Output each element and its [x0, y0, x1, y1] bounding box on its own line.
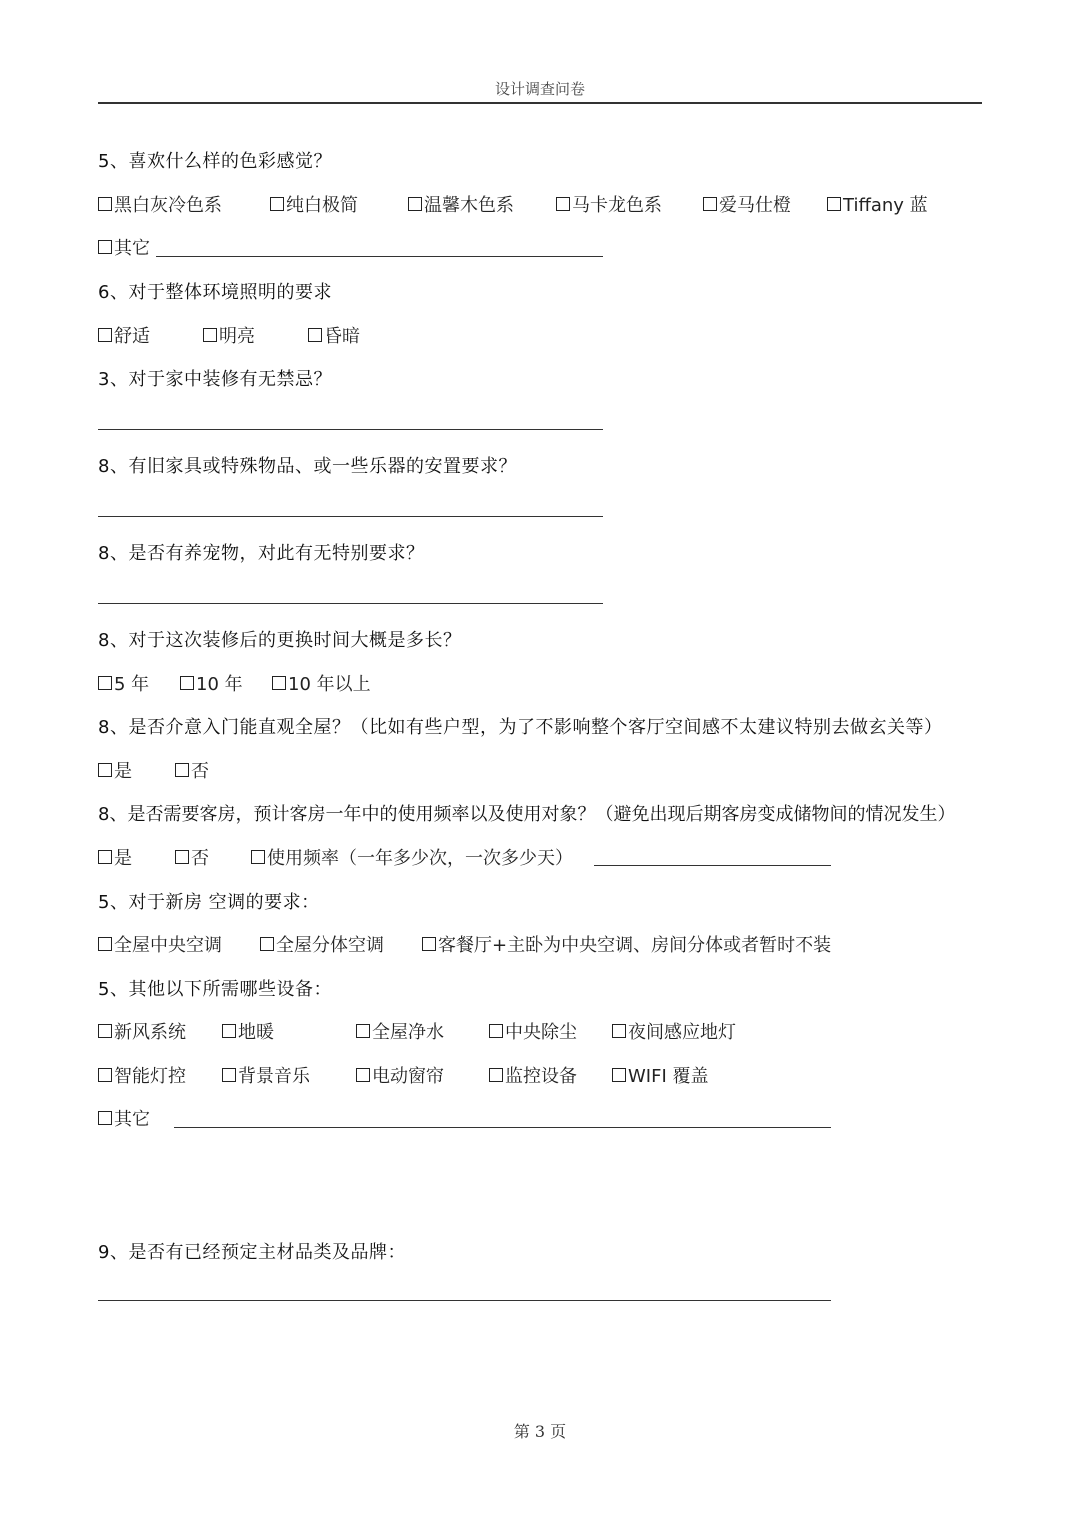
question-pets: 8、是否有养宠物，对此有无特别要求？ — [98, 543, 425, 564]
checkbox-icon[interactable] — [222, 1068, 236, 1082]
option-checkbox[interactable] — [98, 234, 150, 260]
option-label: 舒适 — [114, 326, 150, 347]
option-checkbox[interactable] — [612, 1018, 736, 1044]
checkbox-icon[interactable] — [98, 240, 112, 254]
option-checkbox[interactable] — [270, 191, 358, 217]
question-entrance-view: 8、是否介意入门能直观全屋？（比如有些户型，为了不影响整个客厅空间感不太建议特别去做玄关等） — [98, 717, 943, 738]
option-label: 温馨木色系 — [424, 195, 514, 216]
option-checkbox[interactable] — [356, 1062, 444, 1088]
option-checkbox[interactable] — [98, 191, 222, 217]
option-checkbox[interactable] — [408, 191, 514, 217]
checkbox-icon[interactable] — [422, 937, 436, 951]
option-checkbox[interactable] — [180, 670, 243, 696]
option-checkbox[interactable] — [308, 322, 360, 348]
option-checkbox[interactable] — [222, 1018, 274, 1044]
option-label: 否 — [191, 848, 209, 869]
checkbox-icon[interactable] — [203, 328, 217, 342]
option-label: 客餐厅+主卧为中央空调、房间分体或者暂时不装 — [438, 935, 832, 956]
option-label: 否 — [191, 761, 209, 782]
option-checkbox[interactable] — [827, 191, 928, 217]
option-label: 监控设备 — [505, 1066, 577, 1087]
option-checkbox[interactable] — [175, 757, 209, 783]
checkbox-icon[interactable] — [98, 328, 112, 342]
option-checkbox[interactable] — [98, 670, 149, 696]
option-label: 纯白极简 — [286, 195, 358, 216]
checkbox-icon[interactable] — [270, 197, 284, 211]
option-label: 中央除尘 — [505, 1022, 577, 1043]
option-label: 爱马仕橙 — [719, 195, 791, 216]
checkbox-icon[interactable] — [556, 197, 570, 211]
checkbox-icon[interactable] — [98, 937, 112, 951]
option-checkbox[interactable] — [98, 322, 150, 348]
option-label: 是 — [114, 761, 132, 782]
option-checkbox[interactable] — [556, 191, 662, 217]
option-checkbox[interactable] — [98, 1105, 150, 1131]
question-lighting: 6、对于整体环境照明的要求 — [98, 282, 332, 303]
old-furniture-answer-line[interactable] — [98, 516, 603, 517]
option-label: 其它 — [114, 1109, 150, 1130]
question-materials-brands: 9、是否有已经预定主材品类及品牌： — [98, 1242, 406, 1263]
option-checkbox[interactable] — [422, 931, 831, 957]
question-equipment: 5、其他以下所需哪些设备： — [98, 979, 332, 1000]
option-label: 新风系统 — [114, 1022, 186, 1043]
option-label: 电动窗帘 — [372, 1066, 444, 1087]
option-checkbox[interactable] — [222, 1062, 310, 1088]
option-label: 明亮 — [219, 326, 255, 347]
option-checkbox[interactable] — [98, 844, 132, 870]
checkbox-icon[interactable] — [408, 197, 422, 211]
checkbox-icon[interactable] — [98, 197, 112, 211]
option-checkbox[interactable] — [175, 844, 209, 870]
checkbox-icon[interactable] — [98, 763, 112, 777]
checkbox-icon[interactable] — [251, 850, 265, 864]
materials-answer-line[interactable] — [98, 1300, 831, 1301]
checkbox-icon[interactable] — [180, 676, 194, 690]
option-checkbox[interactable] — [272, 670, 371, 696]
checkbox-icon[interactable] — [612, 1068, 626, 1082]
option-label: 黑白灰冷色系 — [114, 195, 222, 216]
checkbox-icon[interactable] — [356, 1068, 370, 1082]
usage-frequency-answer-line[interactable] — [594, 865, 831, 866]
header-divider — [98, 102, 982, 104]
option-label: 背景音乐 — [238, 1066, 310, 1087]
option-checkbox[interactable] — [489, 1018, 577, 1044]
question-guest-room: 8、是否需要客房，预计客房一年中的使用频率以及使用对象？（避免出现后期客房变成储物间的情况发生） — [98, 804, 956, 825]
option-label: WIFI 覆盖 — [628, 1066, 709, 1087]
checkbox-icon[interactable] — [98, 850, 112, 864]
option-label: 智能灯控 — [114, 1066, 186, 1087]
option-label: 是 — [114, 848, 132, 869]
option-checkbox[interactable] — [98, 931, 222, 957]
option-label: Tiffany 蓝 — [843, 195, 928, 216]
option-label: 全屋分体空调 — [276, 935, 384, 956]
option-checkbox[interactable] — [98, 1018, 186, 1044]
option-label: 使用频率（一年多少次，一次多少天） — [267, 848, 573, 869]
checkbox-icon[interactable] — [827, 197, 841, 211]
checkbox-icon[interactable] — [98, 676, 112, 690]
checkbox-icon[interactable] — [612, 1024, 626, 1038]
option-checkbox[interactable] — [356, 1018, 444, 1044]
option-checkbox[interactable] — [98, 1062, 186, 1088]
option-label: 昏暗 — [324, 326, 360, 347]
option-label: 夜间感应地灯 — [628, 1022, 736, 1043]
option-checkbox[interactable] — [612, 1062, 709, 1088]
option-label: 全屋净水 — [372, 1022, 444, 1043]
checkbox-icon[interactable] — [308, 328, 322, 342]
checkbox-icon[interactable] — [98, 1024, 112, 1038]
checkbox-icon[interactable] — [260, 937, 274, 951]
checkbox-icon[interactable] — [489, 1068, 503, 1082]
option-label: 10 年 — [196, 674, 243, 695]
option-label: 全屋中央空调 — [114, 935, 222, 956]
page-header-title: 设计调查问卷 — [494, 80, 585, 98]
other-equipment-answer-line[interactable] — [174, 1127, 831, 1128]
option-label: 地暖 — [238, 1022, 274, 1043]
question-replacement-time: 8、对于这次装修后的更换时间大概是多长？ — [98, 630, 462, 651]
option-label: 其它 — [114, 238, 150, 259]
checkbox-icon[interactable] — [489, 1024, 503, 1038]
option-checkbox[interactable] — [203, 322, 255, 348]
checkbox-icon[interactable] — [98, 1111, 112, 1125]
option-checkbox[interactable] — [98, 757, 132, 783]
checkbox-icon[interactable] — [272, 676, 286, 690]
option-checkbox[interactable] — [489, 1062, 577, 1088]
page-number: 第 3 页 — [513, 1422, 567, 1441]
taboo-answer-line[interactable] — [98, 429, 603, 430]
checkbox-icon[interactable] — [98, 1068, 112, 1082]
checkbox-icon[interactable] — [175, 763, 189, 777]
option-label: 马卡龙色系 — [572, 195, 662, 216]
checkbox-icon[interactable] — [703, 197, 717, 211]
other-color-answer-line[interactable] — [156, 256, 603, 257]
question-color-preference: 5、喜欢什么样的色彩感觉？ — [98, 151, 332, 172]
pets-answer-line[interactable] — [98, 603, 603, 604]
question-air-conditioning: 5、对于新房 空调的要求： — [98, 892, 320, 913]
option-checkbox[interactable] — [260, 931, 384, 957]
option-checkbox[interactable] — [703, 191, 791, 217]
checkbox-icon[interactable] — [356, 1024, 370, 1038]
question-old-furniture: 8、有旧家具或特殊物品、或一些乐器的安置要求？ — [98, 456, 517, 477]
option-checkbox[interactable] — [251, 844, 573, 870]
option-label: 10 年以上 — [288, 674, 371, 695]
option-label: 5 年 — [114, 674, 150, 695]
checkbox-icon[interactable] — [222, 1024, 236, 1038]
question-taboo: 3、对于家中装修有无禁忌？ — [98, 369, 332, 390]
checkbox-icon[interactable] — [175, 850, 189, 864]
